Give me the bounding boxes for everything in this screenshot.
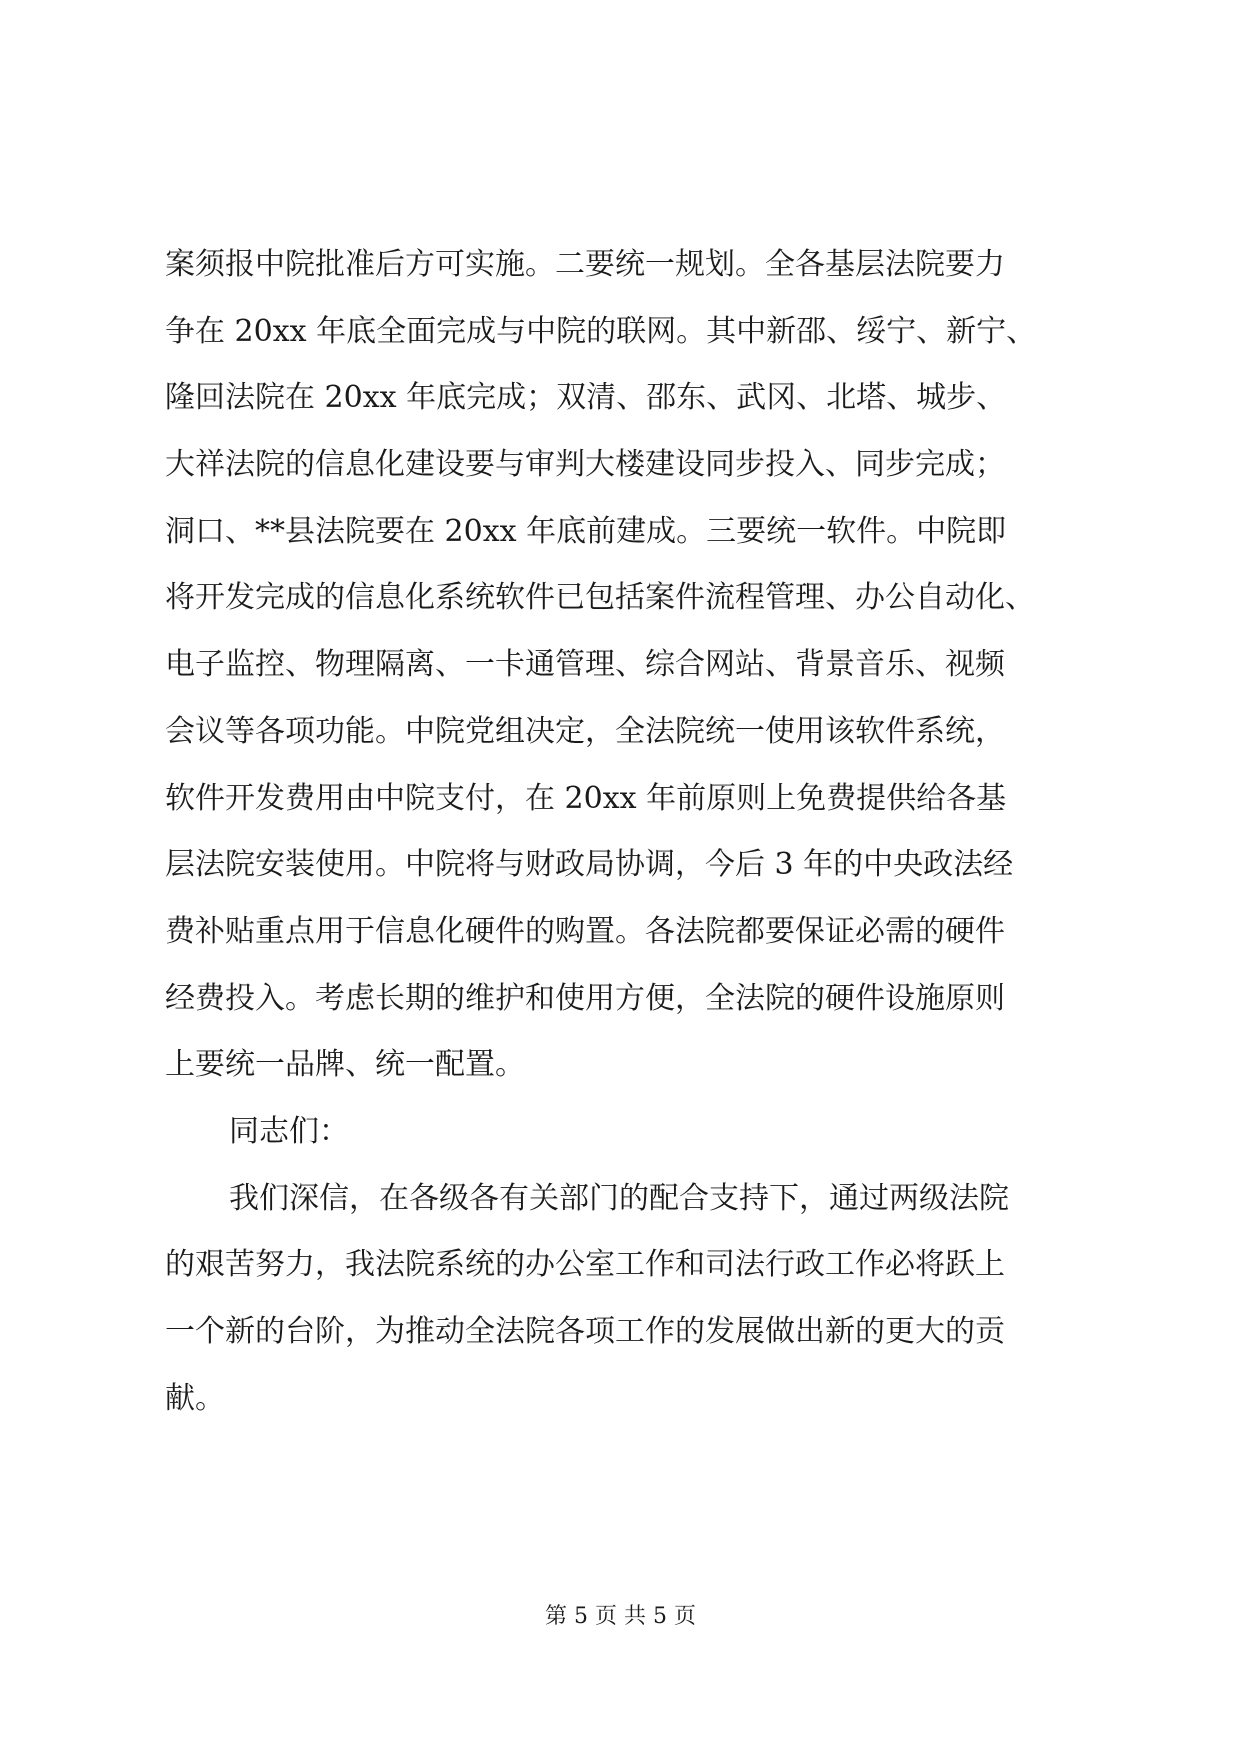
- paragraph-line: 上要统一品牌、统一配置。: [165, 1047, 525, 1083]
- paragraph-line: 大祥法院的信息化建设要与审判大楼建设同步投入、同步完成；: [165, 447, 1005, 483]
- paragraph-line: 隆回法院在 20xx 年底完成；双清、邵东、武冈、北塔、城步、: [165, 380, 1007, 416]
- paragraph-line: 将开发完成的信息化系统软件已包括案件流程管理、办公自动化、: [165, 580, 1035, 616]
- document-body: [165, 232, 1090, 1432]
- paragraph-line: 经费投入。考虑长期的维护和使用方便，全法院的硬件设施原则: [165, 980, 1005, 1016]
- paragraph-line: 会议等各项功能。中院党组决定，全法院统一使用该软件系统，: [165, 713, 1005, 749]
- paragraph-line: 争在 20xx 年底全面完成与中院的联网。其中新邵、绥宁、新宁、: [165, 313, 1037, 349]
- paragraph-line: 一个新的台阶，为推动全法院各项工作的发展做出新的更大的贡: [165, 1314, 1005, 1349]
- paragraph-line: 的艰苦努力，我法院系统的办公室工作和司法行政工作必将跃上: [165, 1247, 1005, 1283]
- page-footer: 第 5 页 共 5 页: [545, 1604, 696, 1629]
- paragraph-line: 案须报中院批准后方可实施。二要统一规划。全各基层法院要力: [165, 247, 1005, 282]
- paragraph-line: 软件开发费用由中院支付，在 20xx 年前原则上免费提供给各基: [165, 780, 1007, 816]
- paragraph-line: 层法院安装使用。中院将与财政局协调，今后 3 年的中央政法经: [165, 847, 1014, 883]
- paragraph-line: 我们深信，在各级各有关部门的配合支持下，通过两级法院: [229, 1180, 1009, 1216]
- salutation-line: 同志们：: [229, 1113, 349, 1149]
- paragraph-line: 洞口、**县法院要在 20xx 年底前建成。三要统一软件。中院即: [165, 513, 1007, 549]
- paragraph-line: 费补贴重点用于信息化硬件的购置。各法院都要保证必需的硬件: [165, 913, 1005, 949]
- paragraph-line: 献。: [165, 1380, 225, 1416]
- paragraph-line: 电子监控、物理隔离、一卡通管理、综合网站、背景音乐、视频: [165, 647, 1005, 683]
